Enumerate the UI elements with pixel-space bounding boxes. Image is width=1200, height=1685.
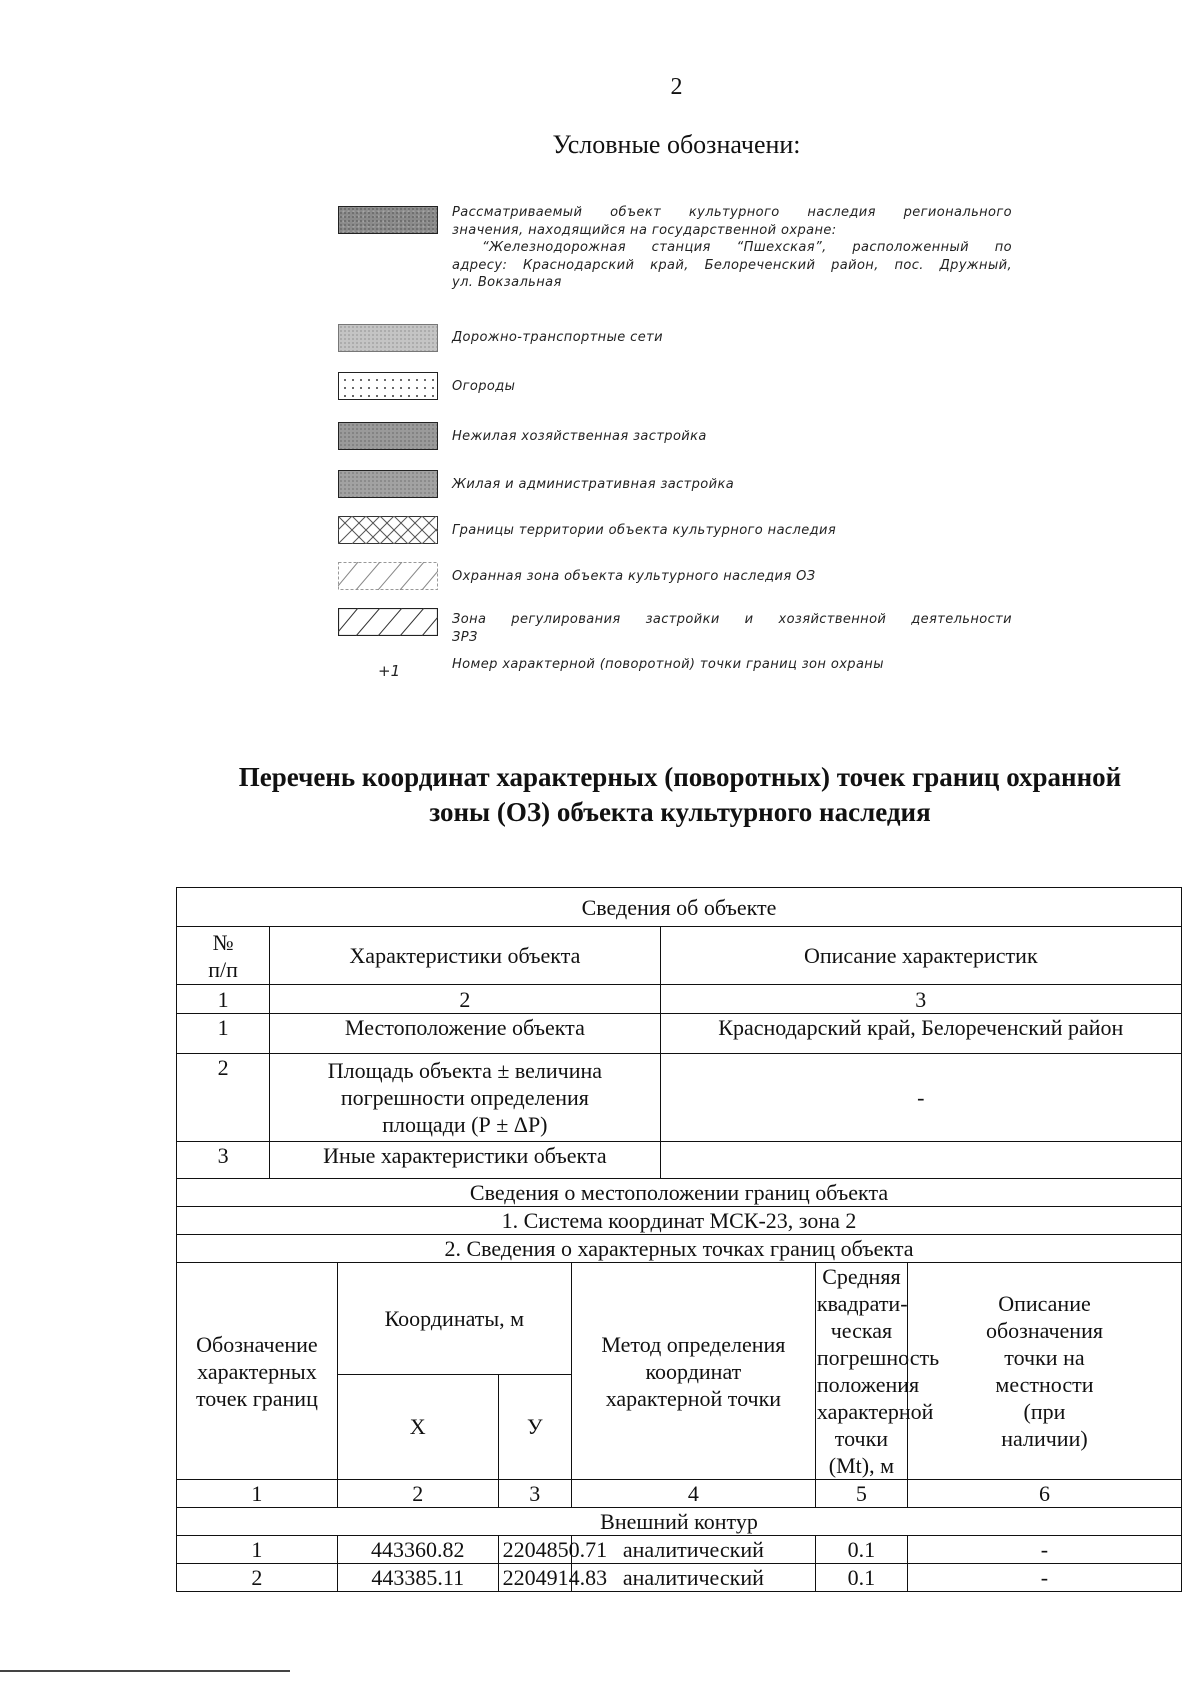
point-row: 2 443385.11 2204914.83 аналитический 0.1 - [177,1564,1182,1592]
section2-row [177,1179,1182,1207]
contour-label: Внешний контур [177,1508,1182,1536]
characteristics-header-row [177,927,1182,985]
roads-swatch [338,324,438,352]
x-header: X [337,1374,498,1479]
desc-header: Описание характеристик [660,927,1181,985]
section-header-row [177,888,1182,927]
designation-header: Обозначение характерных точек границ [177,1263,338,1480]
territory-boundary-swatch [338,516,438,544]
legend-item-text: Жилая и административная застройка [452,477,735,492]
protection-zone-swatch [338,562,438,590]
description-header: Описание обозначения точки на местности (при наличии) [907,1263,1181,1480]
coords-header: Координаты, м [337,1263,571,1375]
gardens-swatch [338,372,438,400]
legend-title: Условные обозначени: [552,130,801,159]
footer-rule [0,1670,290,1672]
y-header: У [498,1374,571,1479]
points-header-row [177,1263,1182,1375]
contour-row [177,1508,1182,1536]
table-row: 1 Местоположение объекта Краснодарский край, Белореченский район [177,1014,1182,1054]
point-marker: +1 [378,662,401,680]
num-header: № п/п [177,927,270,985]
coord-system-row [177,1207,1182,1235]
legend-item-text: Дорожно-транспортные сети [452,330,663,345]
regulation-zone-swatch [338,608,438,636]
legend-item-text: Огороды [452,379,516,394]
heritage-object-swatch [338,206,438,234]
document-heading: Перечень координат характерных (поворотных) точек границ охранной зоны (ОЗ) объекта культурного наследия [238,762,1122,827]
residential-swatch [338,470,438,498]
table-row: 3 Иные характеристики объекта [177,1142,1182,1179]
points-index-row: 1 2 3 4 5 6 [177,1480,1182,1508]
coord-system: 1. Система координат МСК-23, зона 2 [177,1207,1182,1235]
table-row: 2 Площадь объекта ± величина погрешности определения площади (Р ± ΔР) - [177,1054,1182,1142]
method-header: Метод определения координат характерной точки [571,1263,815,1480]
legend-item-text: Нежилая хозяйственная застройка [452,429,707,444]
char-header: Характеристики объекта [270,927,660,985]
section2-title: Сведения о местоположении границ объекта [177,1179,1182,1207]
legend-item-text: Зона регулирования застройки и хозяйственной деятельности ЗРЗ [452,612,1012,645]
nonresidential-swatch [338,422,438,450]
legend-item-text: Рассматриваемый объект культурного наследия регионального значения, находящийся на государственной охране: “Железнодорожная станция “Пшехская”, расположенный по адресу: Краснодарский край, Белореченский район, пос. Дружный, ул. Вокзальная [452,205,1012,290]
error-header: Средняя квадрати- ческая погрешность положения характерной точки (Mt), м [816,1264,940,1478]
legend-item-text: Границы территории объекта культурного наследия [452,523,837,538]
legend-item-text: Номер характерной (поворотной) точки границ зон охраны [452,657,884,672]
legend-item-text: Охранная зона объекта культурного наследия ОЗ [452,569,816,584]
section1-title: Сведения об объекте [177,888,1182,927]
point-row: 1 443360.82 2204850.71 аналитический 0.1 - [177,1536,1182,1564]
page-number: 2 [670,74,683,100]
points-title-row [177,1235,1182,1263]
coordinates-table [176,887,1182,1592]
column-index-row: 1 2 3 [177,985,1182,1014]
points-title: 2. Сведения о характерных точках границ объекта [177,1235,1182,1263]
